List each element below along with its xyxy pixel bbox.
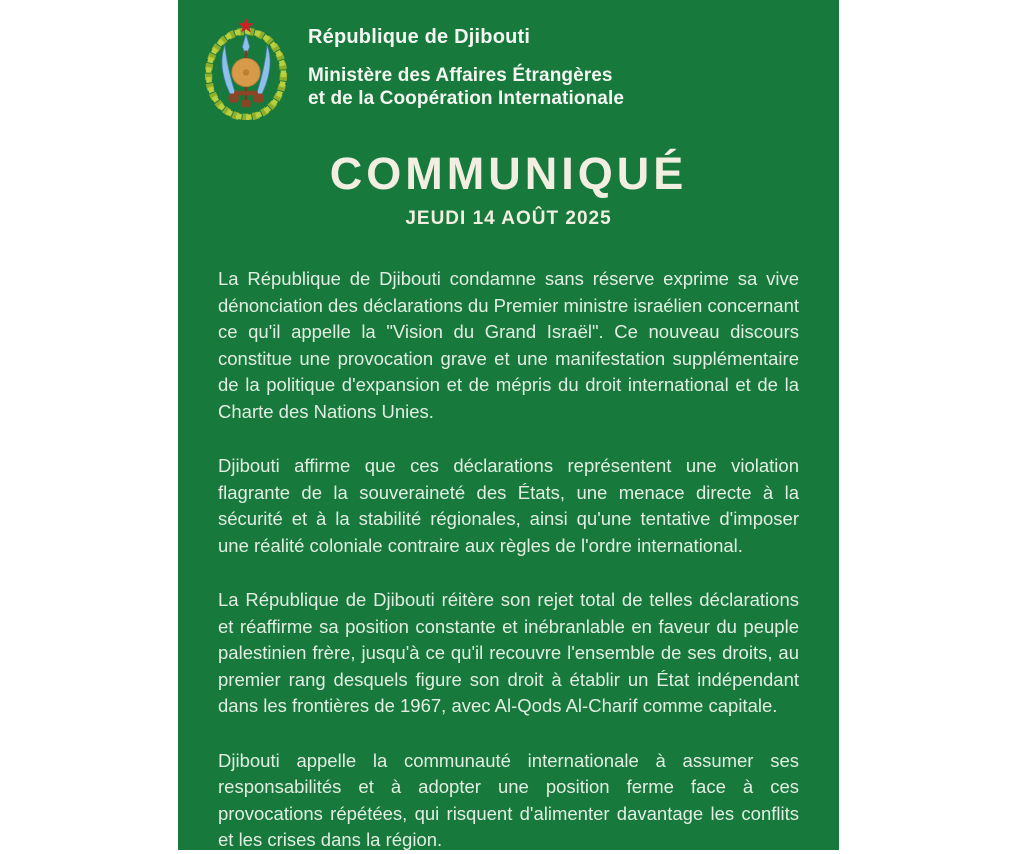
paragraph-position: La République de Djibouti réitère son rejet total de telles déclarations et réaffirme sa position constante et inébranlable en faveur du peuple palestinien frère, jusqu'à ce qu'il recouvre l'ensemble de ses droits, au premier rang desquels figure son droit à établir un État indépendant dans les frontières de 1967, avec Al-Qods Al-Charif comme capitale. bbox=[218, 589, 799, 716]
ministry-name bbox=[308, 64, 624, 110]
ministry-line2: et de la Coopération Internationale bbox=[308, 88, 624, 109]
communique-date: JEUDI 14 AOÛT 2025 bbox=[405, 208, 612, 229]
paragraph-condemnation: La République de Djibouti condamne sans réserve exprime sa vive dénonciation des déclarations du Premier ministre israélien concernant ce qu'il appelle la "Vision du Grand Israël". Ce nouveau discours constitue une provocation grave et une manifestation supplémentaire de la politique d'expansion et de mépris du droit international et de la Charte des Nations Unies. bbox=[218, 268, 800, 422]
paragraph-violation: Djibouti affirme que ces déclarations représentent une violation flagrante de la souveraineté des États, une menace directe à la sécurité et à la stabilité régionales, ainsi qu'une tentative d'imposer une réalité coloniale contraire aux règles de l'ordre international. bbox=[218, 455, 799, 556]
communique-body bbox=[218, 266, 799, 854]
communique-document bbox=[178, 0, 839, 850]
paragraph-appeal: Djibouti appelle la communauté internationale à assumer ses responsabilités et à adopter une position ferme face à ces provocations répétées, qui risquent d'alimenter davantage les conflits et les crises dans la région. bbox=[218, 749, 799, 850]
country-name: République de Djibouti bbox=[308, 26, 531, 48]
communique-title: COMMUNIQUÉ bbox=[329, 148, 688, 199]
letterhead-text bbox=[308, 14, 624, 110]
ministry-line1: Ministère des Affaires Étrangères bbox=[308, 65, 613, 86]
djibouti-coat-of-arms-icon bbox=[200, 14, 292, 120]
letterhead bbox=[200, 14, 799, 120]
